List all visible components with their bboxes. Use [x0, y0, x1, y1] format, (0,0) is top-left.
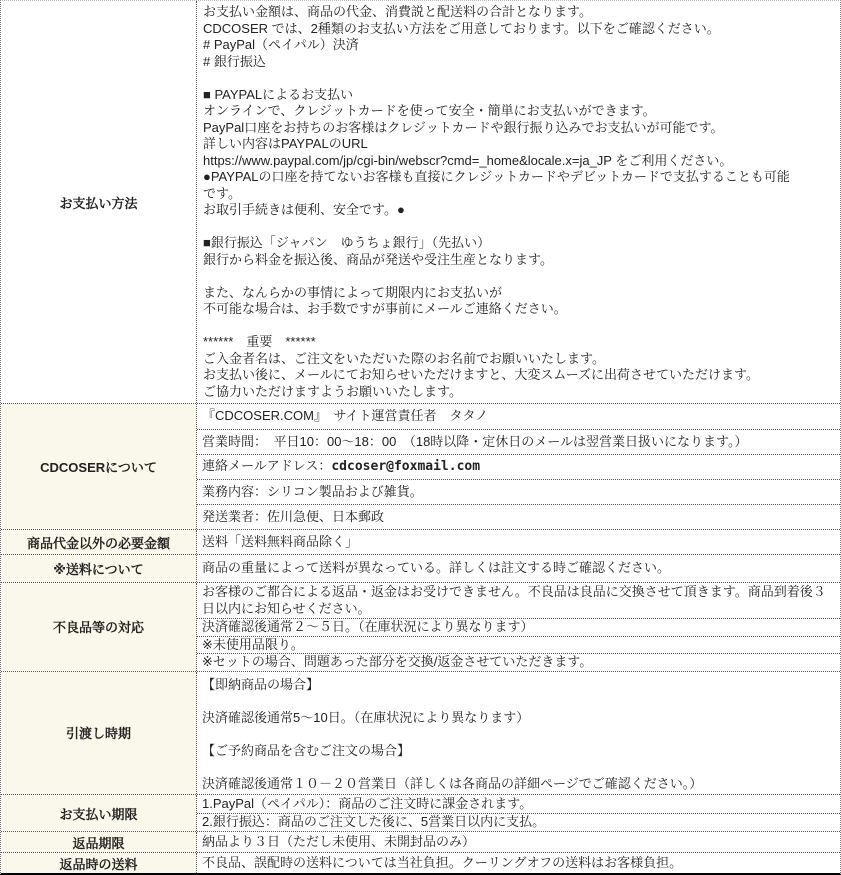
row-header-return-deadline: [1, 832, 197, 852]
row-header-extra-fees: [1, 530, 197, 554]
business-hours-text: 営業時間： 平日10：00～18：00 （18時以降・定休日のメールは翌営業日扱いになります。）: [202, 433, 748, 449]
row-header-label: 引渡し時期: [65, 726, 131, 742]
return-deadline-content: [197, 832, 840, 852]
text-line: PayPal口座をお持ちのお客様はクレジットカードや銀行振り込みでお支払いが可能です。: [203, 119, 724, 135]
shipping-note-text: 商品の重量によって送料が異なっている。詳しくは註文する時ご確認ください。: [202, 560, 671, 576]
payment-deadline-content: [197, 795, 840, 831]
text-line: [203, 219, 834, 236]
extra-fees-row: [197, 530, 840, 554]
text-line: オンラインで、クレジットカードを使って安全・簡単にお支払いができます。: [203, 103, 656, 118]
unused-only-row: [197, 636, 840, 654]
text-line: 詳しい内容はPAYPALのURL: [203, 136, 368, 151]
text-line: ご協力いただけますようお願いいたします。: [203, 383, 462, 399]
row-header-label: ※送料について: [53, 562, 144, 577]
section-defective-items: [1, 582, 840, 671]
row-header-label: 返品期限: [72, 835, 125, 851]
text-line: お支払い金額は、商品の代金、消費説と配送料の合計となります。: [203, 4, 592, 19]
text-line: [202, 726, 835, 743]
text-line: # 銀行振込: [203, 53, 266, 69]
payment-method-content: [197, 1, 840, 403]
text-line: [203, 70, 834, 87]
section-return-shipping: [1, 852, 840, 873]
contact-email-row: [197, 454, 840, 479]
text-line: [203, 268, 834, 285]
site-operator-text: 『CDCOSER.COM』 サイト運営責任者 タタノ: [202, 408, 489, 424]
text-line: # PayPal（ペイパル）決済: [203, 37, 359, 52]
extra-fees-text: 送料「送料無料商品除く」: [202, 533, 359, 549]
important-note-heading: ****** 重要 ******: [203, 334, 316, 349]
unused-only-text: ※未使用品限り。: [202, 636, 304, 652]
return-deadline-row: [197, 832, 840, 852]
row-header-label: CDCOSERについて: [40, 460, 157, 475]
text-line: 銀行から料金を振込後、商品が発送や受注生産となります。: [203, 251, 553, 267]
shipping-note-row: [197, 555, 840, 582]
return-shipping-row: [197, 853, 840, 873]
text-line: CDCOSER では、2種類のお支払い方法をご用意しております。以下をご確認ください。: [203, 20, 720, 36]
text-line: ■銀行振込「ジャパン ゆうちょ銀行」（先払い）: [203, 235, 491, 250]
row-header-payment-deadline: [1, 795, 197, 831]
business-description-text: 業務内容：シリコン製品および雑貨。: [202, 483, 423, 499]
row-header-label: 不良品等の対応: [52, 620, 144, 636]
row-header-label: 商品代金以外の必要金額: [26, 535, 170, 551]
text-line: [202, 693, 835, 710]
text-line: 不可能な場合は、お手数ですが事前にメールご連絡ください。: [203, 301, 567, 316]
text-line: ■ PAYPALによるお支払い: [203, 86, 354, 102]
row-header-shipping-note: [1, 555, 197, 582]
row-header-label: お支払い方法: [59, 195, 138, 211]
text-line: 決済確認後通常5～10日。（在庫状況により異なります）: [202, 709, 530, 725]
text-line: また、なんらかの事情によって期限内にお支払いが: [203, 284, 503, 300]
paypal-deadline-text: 1.PayPal（ペイパル）：商品のご注文時に課金されます。: [202, 795, 533, 811]
extra-fees-content: [197, 530, 840, 554]
site-operator-row: [197, 404, 840, 429]
defective-policy-row: [197, 583, 840, 618]
section-extra-fees: [1, 529, 840, 554]
business-hours-row: [197, 429, 840, 454]
contact-email-line: [202, 458, 835, 476]
section-shipping-note: [1, 554, 840, 582]
paypal-url-text: https://www.paypal.com/jp/cgi-bin/webscr?cmd=_home&locale.x=ja_JP をご利用ください。: [203, 152, 733, 168]
section-payment-method: [1, 1, 840, 403]
row-header-label: お支払い期限: [59, 806, 138, 822]
about-cdcoser-content: [197, 404, 840, 529]
text-line: 決済確認後通常１０－２０営業日（詳しくは各商品の詳細ページでご確認ください。）: [202, 775, 703, 791]
bank-transfer-deadline-text: 2.銀行振込：商品のご注文した後に、5営業日以内に支払。: [202, 814, 546, 830]
text-line: です。: [203, 185, 241, 201]
exchange-time-text: 決済確認後通常２～５日。（在庫状況により異なります）: [202, 619, 534, 634]
section-payment-deadline: [1, 794, 840, 831]
contact-email-address: cdcoser@foxmail.com: [331, 459, 481, 475]
return-shipping-content: [197, 853, 840, 873]
paypal-deadline-row: [197, 795, 840, 813]
payment-method-details: [197, 1, 840, 403]
text-line: [203, 318, 834, 335]
set-items-text: ※セットの場合、問題あった部分を交換/返金させていただきます。: [202, 654, 593, 669]
delivery-time-details: [197, 672, 840, 795]
section-about-cdcoser: [1, 403, 840, 529]
section-return-deadline: [1, 831, 840, 852]
return-deadline-text: 納品より３日（ただし未使用、未開封品のみ）: [202, 833, 476, 849]
set-items-row: [197, 653, 840, 671]
row-header-label: 返品時の送料: [59, 856, 138, 872]
row-header-delivery-time: [1, 672, 197, 795]
row-header-payment-method: [1, 1, 197, 403]
business-description-row: [197, 479, 840, 504]
text-line: ●PAYPALの口座を持てないお客様も直接にクレジットカードやデビットカードで支払することも可能: [203, 169, 790, 184]
row-header-defective-items: [1, 583, 197, 671]
text-line: 【即納商品の場合】: [202, 676, 320, 692]
defective-policy-text: お客様のご都合による返品・返金はお受けできません。不良品は良品に交換させて頂きます。商品到着後３日以内にお知らせください。: [202, 584, 826, 616]
text-line: お支払い後に、メールにてお知らせいただけますと、大変スムーズに出荷させていただけます。: [203, 367, 760, 382]
bank-transfer-deadline-row: [197, 813, 840, 831]
text-line: 【ご予約商品を含むご注文の場合】: [202, 742, 411, 758]
shipping-carrier-row: [197, 504, 840, 529]
text-line: [202, 759, 835, 776]
text-line: ご入金者名は、ご注文をいただいた際のお名前でお願いいたします。: [203, 350, 605, 366]
delivery-time-content: [197, 672, 840, 795]
row-header-about-cdcoser: [1, 404, 197, 529]
shipping-carrier-text: 発送業者：佐川急便、日本郵政: [202, 508, 385, 524]
shipping-note-content: [197, 555, 840, 582]
exchange-time-row: [197, 618, 840, 636]
defective-items-content: [197, 583, 840, 671]
row-header-return-shipping: [1, 853, 197, 873]
contact-email-prefix: 連絡メールアドレス：: [202, 458, 332, 474]
text-line: お取引手続きは便利、安全です。●: [203, 202, 405, 217]
return-shipping-text: 不良品、誤配時の送料については当社負担。クーリングオフの送料はお客様負担。: [202, 854, 683, 870]
section-delivery-time: [1, 671, 840, 795]
